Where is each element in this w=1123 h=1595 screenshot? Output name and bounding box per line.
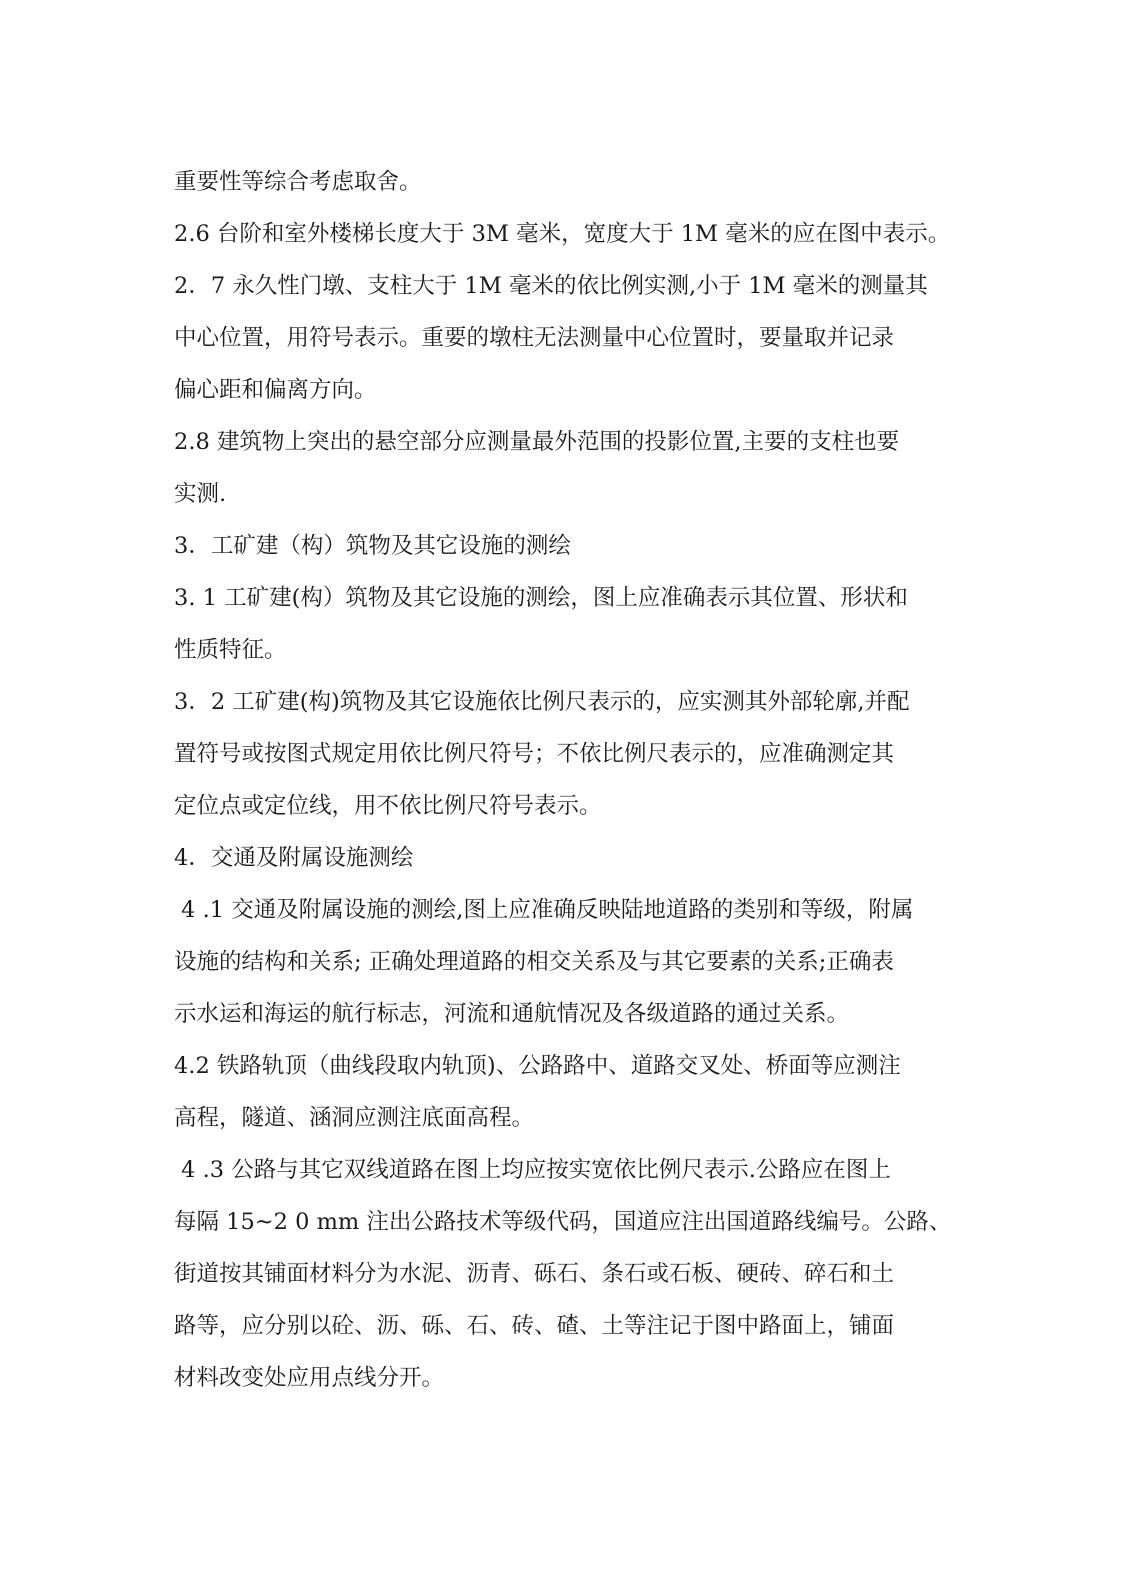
text-line: 高程，隧道、涵洞应测注底面高程。 — [174, 1105, 535, 1131]
text-line: 3．2 工矿建(构)筑物及其它设施依比例尺表示的，应实测其外部轮廓,并配 — [174, 689, 910, 715]
text-line: 定位点或定位线，用不依比例尺符号表示。 — [174, 793, 602, 819]
text-line: 中心位置，用符号表示。重要的墩柱无法测量中心位置时，要量取并记录 — [174, 325, 895, 351]
text-line: 置符号或按图式规定用依比例尺符号；不依比例尺表示的，应准确测定其 — [174, 741, 895, 767]
text-line: 实测. — [174, 481, 227, 507]
text-line: 偏心距和偏离方向。 — [174, 377, 377, 403]
text-line: 路等，应分别以砼、沥、砾、石、砖、碴、土等注记于图中路面上，铺面 — [174, 1313, 895, 1339]
body-text — [174, 156, 974, 1404]
text-line: 4 .3 公路与其它双线道路在图上均应按实宽依比例尺表示.公路应在图上 — [174, 1157, 891, 1183]
text-line: 性质特征。 — [174, 637, 287, 663]
text-line: 2.8 建筑物上突出的悬空部分应测量最外范围的投影位置,主要的支柱也要 — [174, 429, 900, 455]
text-line: 2.6 台阶和室外楼梯长度大于 3M 毫米，宽度大于 1M 毫米的应在图中表示。 — [174, 221, 951, 247]
text-line: 4.2 铁路轨顶（曲线段取内轨顶)、公路路中、道路交叉处、桥面等应测注 — [174, 1053, 901, 1079]
section-heading: 4．交通及附属设施测绘 — [174, 845, 414, 871]
text-line: 材料改变处应用点线分开。 — [174, 1365, 445, 1391]
text-line: 2．7 永久性门墩、支柱大于 1M 毫米的依比例实测,小于 1M 毫米的测量其 — [174, 273, 928, 299]
text-line: 示水运和海运的航行标志，河流和通航情况及各级道路的通过关系。 — [174, 1001, 850, 1027]
text-line: 每隔 15~2 0 mm 注出公路技术等级代码，国道应注出国道路线编号。公路、 — [174, 1209, 952, 1235]
section-heading: 3．工矿建（构）筑物及其它设施的测绘 — [174, 533, 571, 559]
text-line: 4 .1 交通及附属设施的测绘,图上应准确反映陆地道路的类别和等级，附属 — [174, 897, 914, 923]
text-line: 重要性等综合考虑取舍。 — [174, 169, 422, 195]
text-line: 3. 1 工矿建(构）筑物及其它设施的测绘，图上应准确表示其位置、形状和 — [174, 585, 908, 611]
text-line: 街道按其铺面材料分为水泥、沥青、砾石、条石或石板、硬砖、碎石和土 — [174, 1261, 895, 1287]
text-line: 设施的结构和关系; 正确处理道路的相交关系及与其它要素的关系;正确表 — [174, 949, 894, 975]
